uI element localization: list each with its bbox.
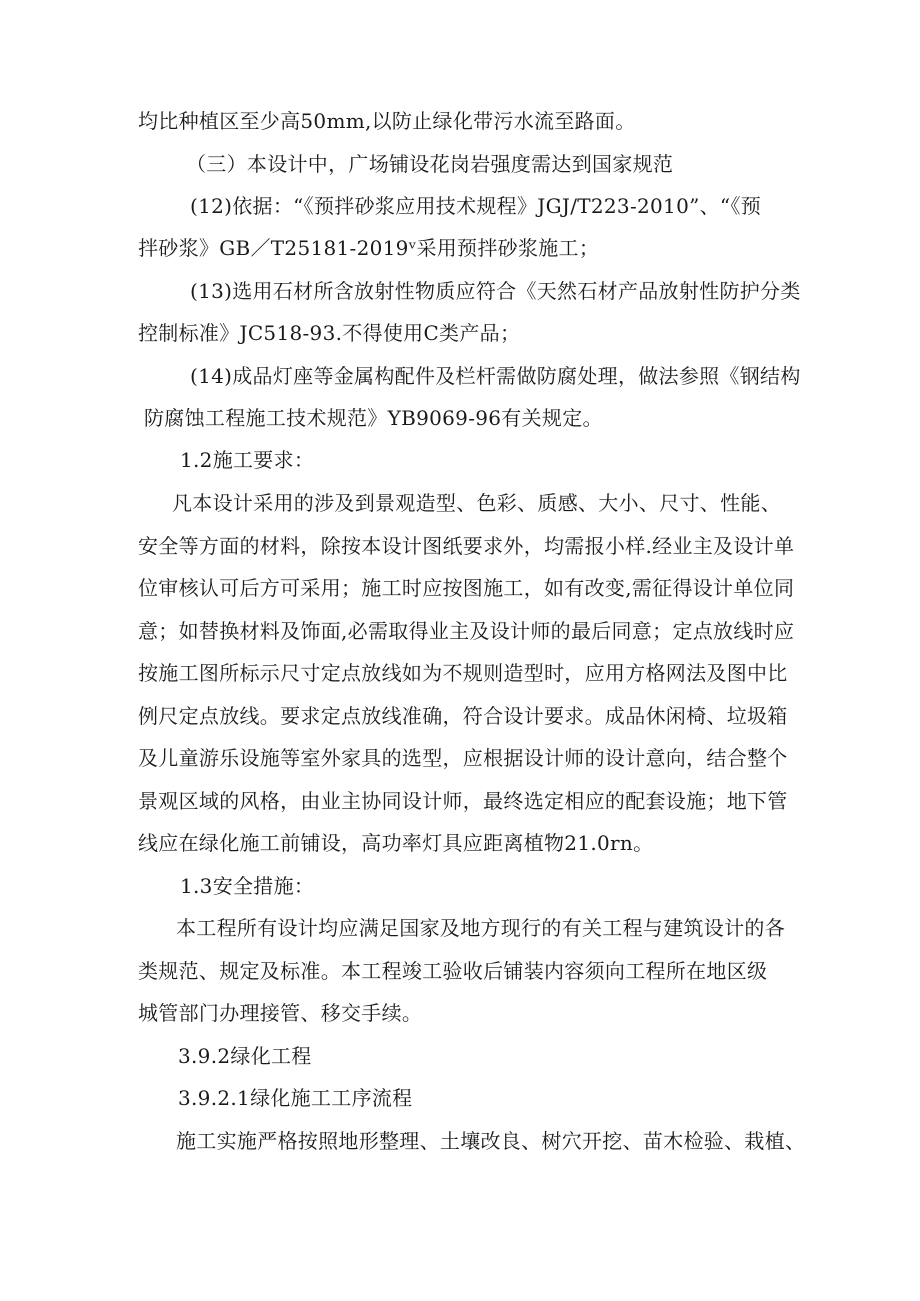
paragraph-line: 凡本设计采用的涉及到景观造型、色彩、质感、大小、尺寸、性能、	[172, 491, 781, 515]
list-item-13-line-2: 控制标准》JC518-93.不得使用C类产品；	[138, 321, 521, 345]
subsection-heading-1-2: 1.2施工要求：	[180, 448, 315, 472]
paragraph-line: 类规范、规定及标准。本工程竣工验收后铺装内容须向工程所在地区级	[138, 959, 768, 983]
paragraph-line: 位审核认可后方可采用；施工时应按图施工，如有改变,需征得设计单位同	[138, 576, 795, 600]
list-item-14-line-1: (14)成品灯座等金属构配件及栏杆需做防腐处理，做法参照《钢结构	[190, 364, 801, 388]
subsection-heading-3-9-2-1: 3.9.2.1绿化施工工序流程	[178, 1086, 413, 1110]
list-item-12-line-2: 拌砂浆》GB／T25181-2019ᵛ采用预拌砂浆施工；	[138, 236, 600, 260]
paragraph-line: 安全等方面的材料，除按本设计图纸要求外，均需报小样.经业主及设计单	[138, 534, 795, 558]
paragraph-line: 例尺定点放线。要求定点放线准确，符合设计要求。成品休闲椅、垃圾箱	[138, 704, 788, 728]
paragraph-line: 施工实施严格按照地形整理、土壤改良、树穴开挖、苗木检验、栽植、	[176, 1129, 806, 1153]
body-text-line: 均比种植区至少高50mm,以防止绿化带污水流至路面。	[138, 109, 636, 133]
list-item-14-line-2: 防腐蚀工程施工技术规范》YB9069-96有关规定。	[144, 406, 603, 430]
list-item-13-line-1: (13)选用石材所含放射性物质应符合《天然石材产品放射性防护分类	[190, 279, 801, 303]
subsection-heading-1-3: 1.3安全措施：	[180, 874, 315, 898]
paragraph-line: 景观区域的风格，由业主协同设计师，最终选定相应的配套设施；地下管	[138, 789, 788, 813]
paragraph-line: 线应在绿化施工前铺设，高功率灯具应距离植物21.0rn。	[138, 831, 654, 855]
paragraph-line: 按施工图所标示尺寸定点放线如为不规则造型时，应用方格网法及图中比	[138, 661, 788, 685]
list-item-12-line-1: (12)依据：“《预拌砂浆应用技术规程》JGJ/T223-2010”、“《预	[190, 194, 762, 218]
section-heading: （三）本设计中，广场铺设花岗岩强度需达到国家规范	[186, 152, 674, 176]
subsection-heading-3-9-2: 3.9.2绿化工程	[178, 1044, 312, 1068]
paragraph-line: 城管部门办理接管、移交手续。	[138, 1001, 423, 1025]
paragraph-line: 意；如替换材料及饰面,必需取得业主及设计师的最后同意；定点放线时应	[138, 619, 795, 643]
paragraph-line: 及儿童游乐设施等室外家具的选型，应根据设计师的设计意向，结合整个	[138, 746, 788, 770]
paragraph-line: 本工程所有设计均应满足国家及地方现行的有关工程与建筑设计的各	[176, 916, 785, 940]
